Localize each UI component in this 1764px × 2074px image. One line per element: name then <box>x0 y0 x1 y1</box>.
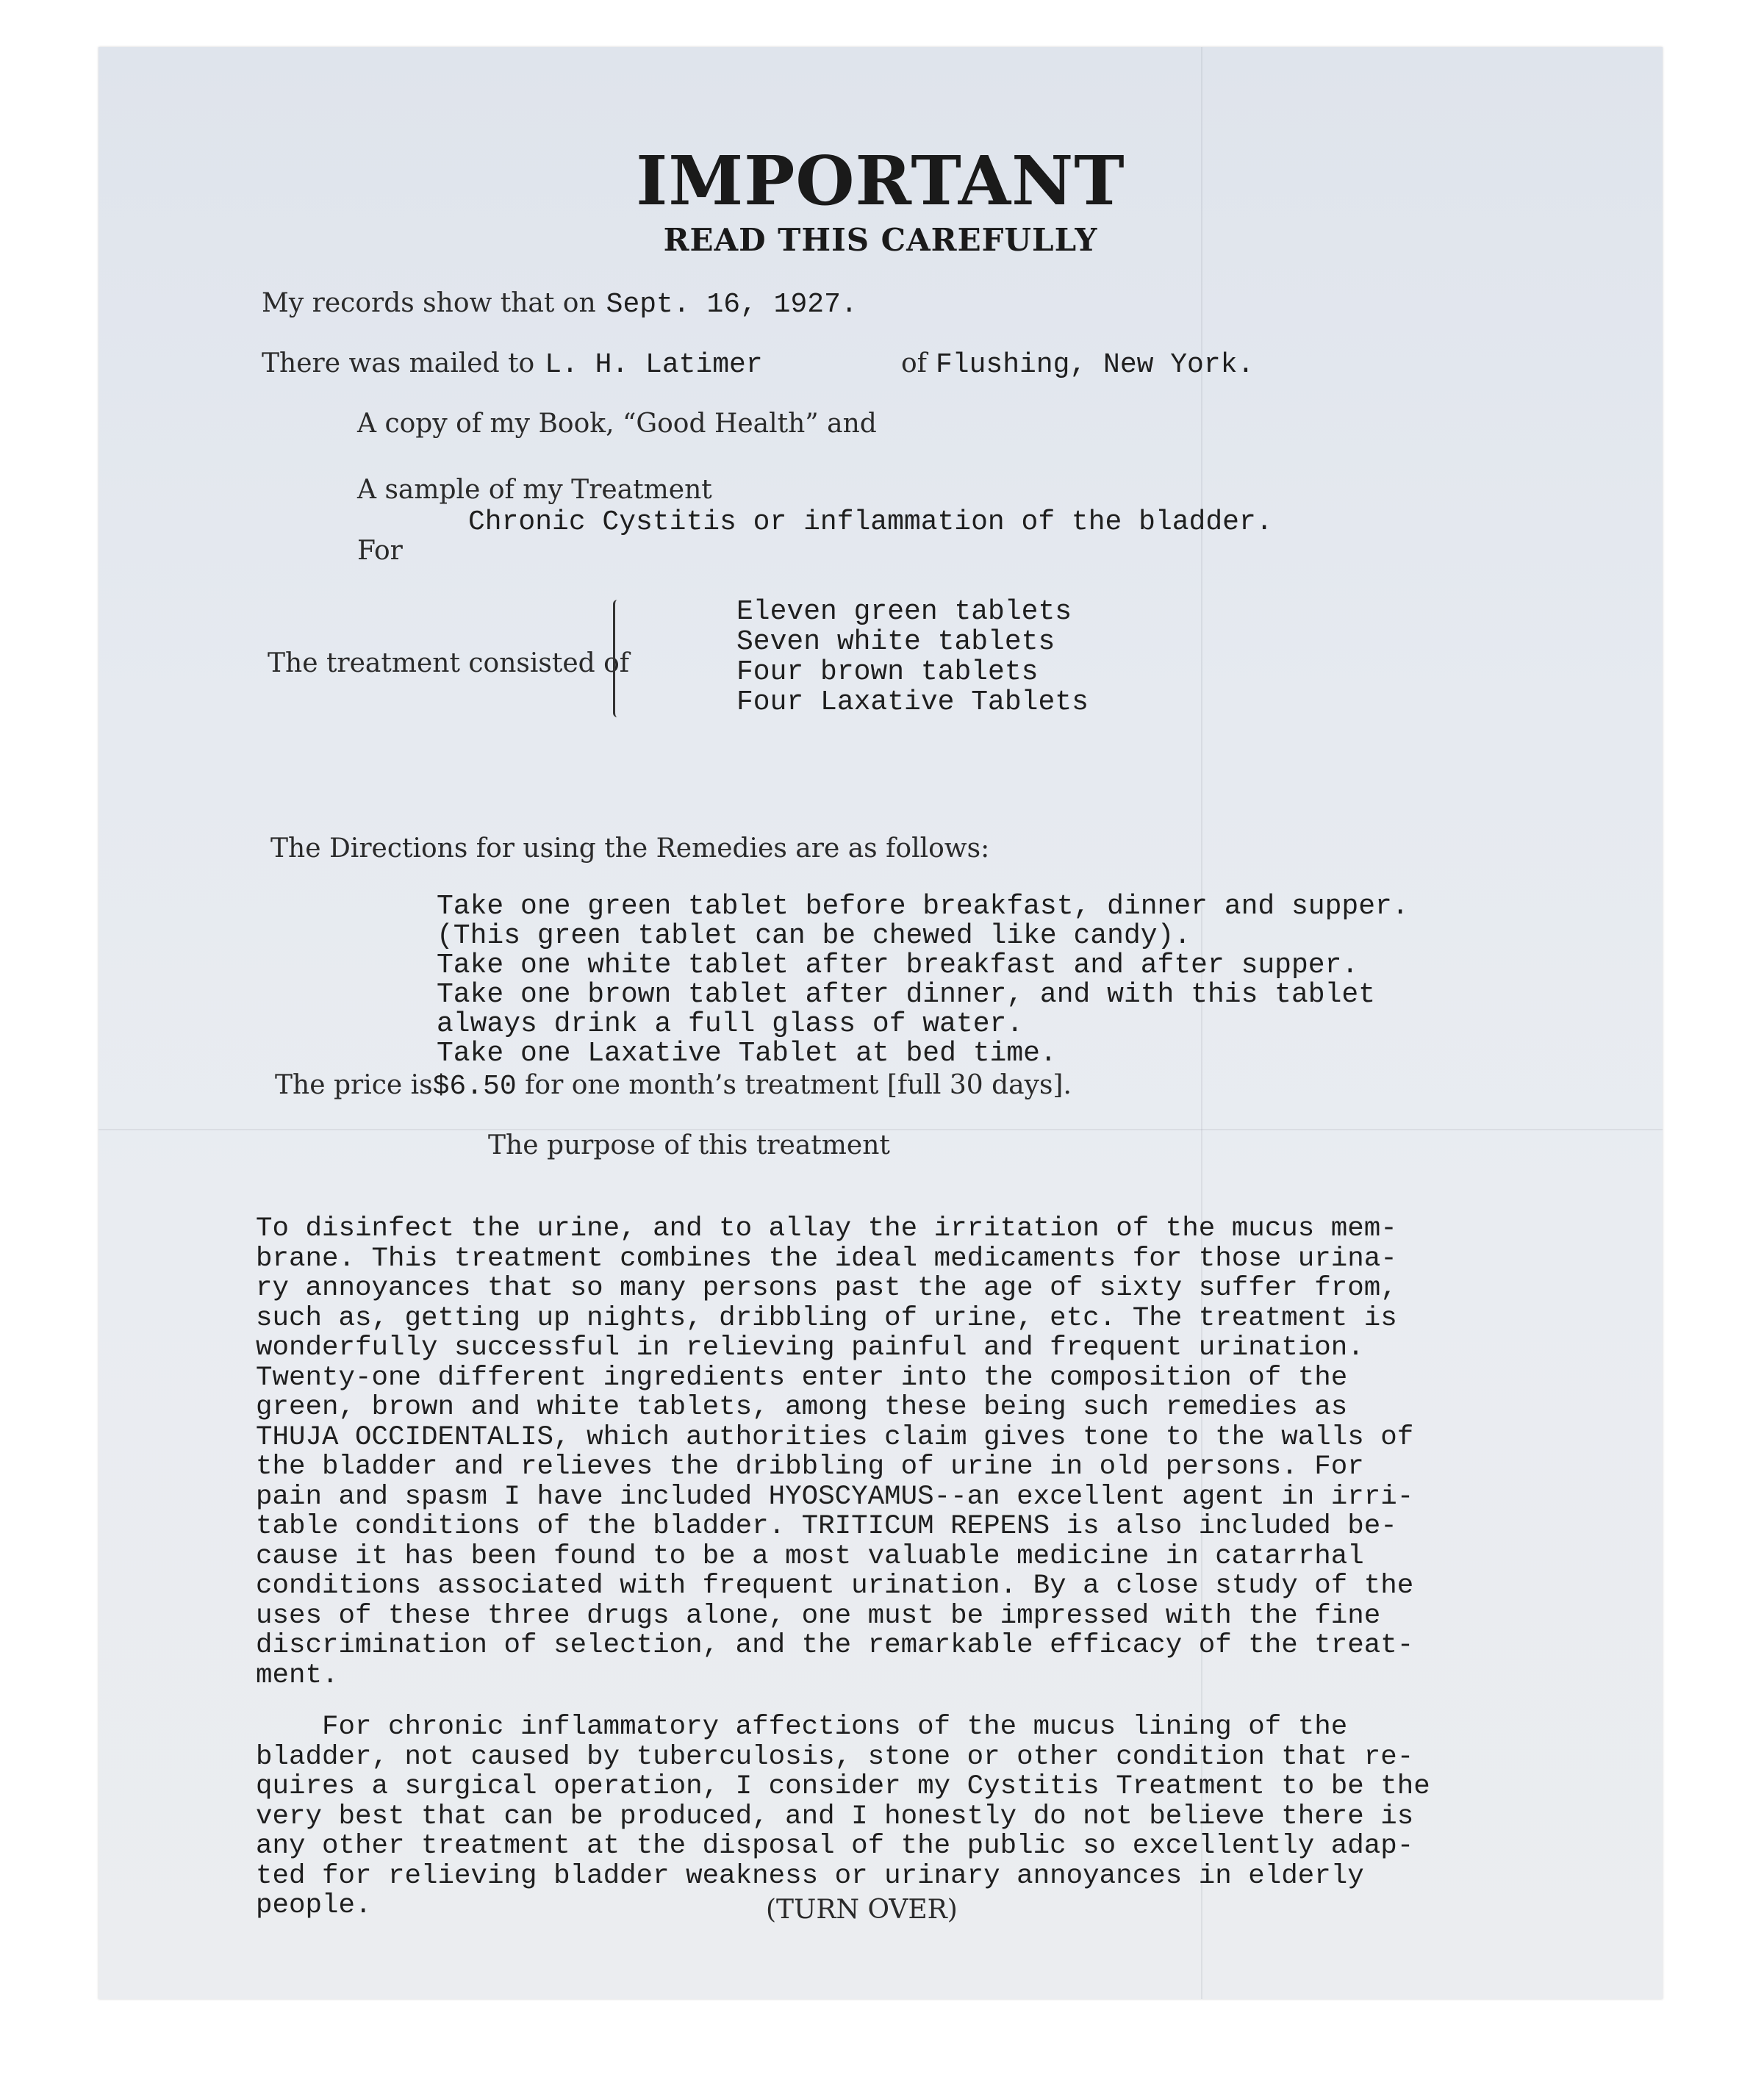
page-subtitle: READ THIS CAREFULLY <box>663 222 1098 258</box>
paragraph-line: For chronic inflammatory affections of the mucus lining of the <box>256 1712 1348 1743</box>
direction-line: Take one brown tablet after dinner, and with this tablet <box>437 979 1376 1011</box>
directions-list <box>437 892 1409 1069</box>
direction-line: (This green tablet can be chewed like candy). <box>437 920 1191 952</box>
paragraph-line: such as, getting up nights, dribbling of urine, etc. The treatment is <box>256 1302 1397 1334</box>
paragraph-line: THUJA OCCIDENTALIS, which authorities claim gives tone to the walls of <box>256 1421 1414 1453</box>
price-suffix: for one month’s treatment [full 30 days]. <box>525 1070 1072 1100</box>
treatment-sample-line: A sample of my Treatment <box>357 475 712 505</box>
paragraph-line: bladder, not caused by tuberculosis, stone or other condition that re- <box>256 1741 1414 1773</box>
paragraph-line: wonderfully successful in relieving painful and frequent urination. <box>256 1332 1364 1363</box>
purpose-label: The purpose of this treatment <box>488 1130 890 1160</box>
condition-value: Chronic Cystitis or inflammation of the bladder. <box>468 506 1273 538</box>
paragraph-line: conditions associated with frequent urination. By a close study of the <box>256 1571 1414 1601</box>
treatment-consisted-label: The treatment consisted of <box>268 648 630 678</box>
tablet-item: Seven white tablets <box>736 626 1055 658</box>
paragraph-line: ment. <box>256 1659 339 1691</box>
paragraph-line: pain and spasm I have included HYOSCYAMUS--an excellent agent in irri- <box>256 1481 1414 1513</box>
paragraph-line: any other treatment at the disposal of the public so excellently adap- <box>256 1831 1414 1862</box>
tablet-item: Four Laxative Tablets <box>736 686 1089 718</box>
page-title: IMPORTANT <box>636 141 1125 220</box>
tablet-list <box>736 597 1089 717</box>
purpose-paragraph-1 <box>256 1214 1652 1690</box>
tablet-item: Eleven green tablets <box>736 596 1072 628</box>
price-prefix: The price is <box>275 1070 433 1100</box>
paragraph-line: brane. This treatment combines the ideal medicaments for those urina- <box>256 1243 1397 1274</box>
mailed-to-label: There was mailed to <box>262 348 535 378</box>
price-line <box>275 1070 1072 1102</box>
paragraph-line: uses of these three drugs alone, one must be impressed with the fine <box>256 1600 1381 1632</box>
paragraph-line: cause it has been found to be a most valuable medicine in catarrhal <box>256 1540 1364 1572</box>
purpose-paragraph-2 <box>256 1712 1652 1921</box>
paragraph-line: Twenty-one different ingredients enter into the composition of the <box>256 1362 1348 1393</box>
paragraph-line: ted for relieving bladder weakness or urinary annoyances in elderly <box>256 1860 1364 1892</box>
record-date-label: My records show that on <box>262 288 596 318</box>
letter-sheet <box>98 47 1663 1999</box>
paragraph-line: quires a surgical operation, I consider my Cystitis Treatment to be the <box>256 1771 1430 1802</box>
mailed-to-line <box>262 348 763 381</box>
record-date-line <box>262 288 858 320</box>
paragraph-line: the bladder and relieves the dribbling of urine in old persons. For <box>256 1452 1364 1482</box>
for-label: For <box>357 536 403 566</box>
paragraph-line: discrimination of selection, and the remarkable efficacy of the treat- <box>256 1630 1414 1661</box>
direction-line: Take one white tablet after breakfast and after supper. <box>437 950 1359 981</box>
paragraph-line: To disinfect the urine, and to allay the irritation of the mucus mem- <box>256 1213 1397 1244</box>
direction-line: Take one green tablet before breakfast, dinner and supper. <box>437 891 1409 922</box>
place-of-label: of <box>901 348 927 378</box>
brace-bracket <box>613 600 621 717</box>
paragraph-line: green, brown and white tablets, among these being such remedies as <box>256 1392 1348 1423</box>
tablet-item: Four brown tablets <box>736 656 1039 688</box>
paragraph-line: people. <box>256 1890 372 1921</box>
record-date-value: Sept. 16, 1927. <box>606 289 858 320</box>
paragraph-line: ry annoyances that so many persons past the age of sixty suffer from, <box>256 1273 1397 1304</box>
book-copy-line: A copy of my Book, “Good Health” and <box>357 409 877 439</box>
paragraph-line: very best that can be produced, and I honestly do not believe there is <box>256 1801 1414 1832</box>
direction-line: always drink a full glass of water. <box>437 1008 1024 1040</box>
recipient-name: L. H. Latimer <box>545 349 763 381</box>
direction-line: Take one Laxative Tablet at bed time. <box>437 1038 1057 1069</box>
turn-over-note: (TURN OVER) <box>766 1895 958 1925</box>
directions-label: The Directions for using the Remedies are as follows: <box>270 833 990 864</box>
recipient-place: Flushing, New York. <box>936 349 1255 381</box>
recipient-place-line <box>901 348 1254 381</box>
price-amount: $6.50 <box>432 1071 517 1102</box>
paragraph-line: table conditions of the bladder. TRITICUM REPENS is also included be- <box>256 1511 1397 1542</box>
